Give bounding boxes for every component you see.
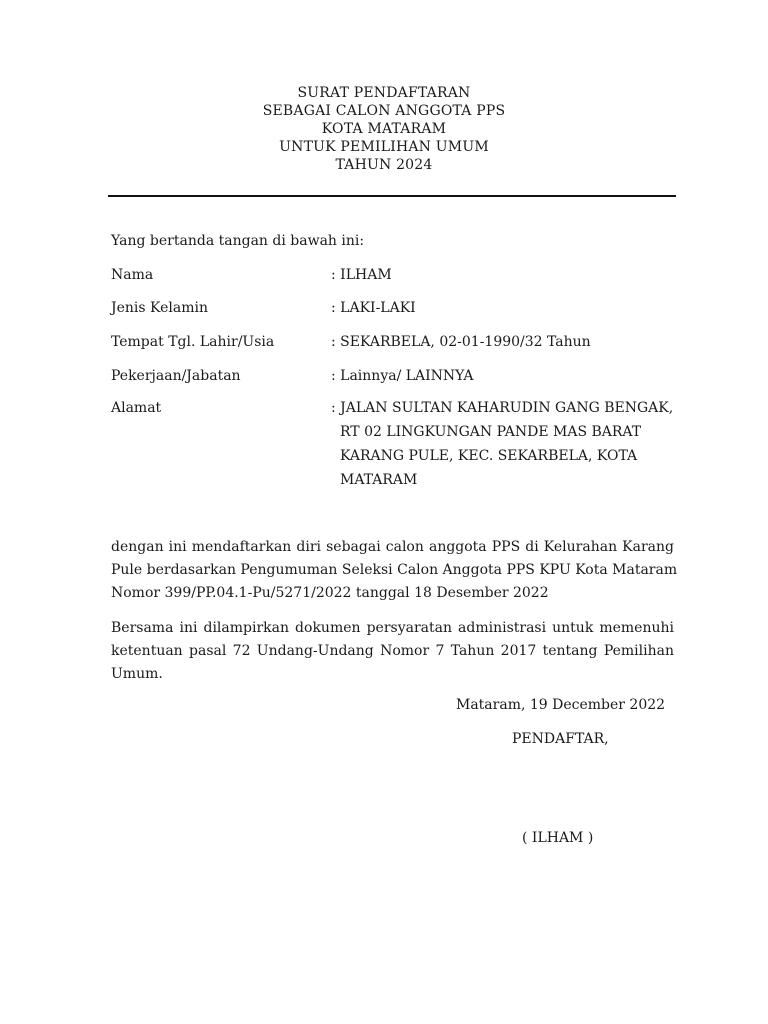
header-divider (108, 195, 676, 197)
title-line-5: TAHUN 2024 (335, 157, 433, 173)
alamat-value-line-2: RT 02 LINGKUNGAN PANDE MAS BARAT (340, 424, 642, 440)
title-line-4: UNTUK PEMILIHAN UMUM (279, 139, 489, 155)
document-title (0, 84, 768, 174)
alamat-label: Alamat (111, 400, 162, 416)
registration-paragraph-line-1: dengan ini mendaftarkan diri sebagai calon anggota PPS di Kelurahan Karang (111, 539, 674, 555)
registrant-role: PENDAFTAR, (512, 731, 609, 747)
jenis-kelamin-value: : LAKI-LAKI (331, 300, 416, 316)
title-line-3: KOTA MATARAM (321, 121, 447, 137)
signature-name: ( ILHAM ) (522, 830, 594, 846)
jenis-kelamin-label: Jenis Kelamin (111, 300, 208, 316)
nama-label: Nama (111, 267, 154, 283)
attachment-paragraph (111, 617, 674, 686)
ttl-label: Tempat Tgl. Lahir/Usia (111, 334, 275, 350)
pekerjaan-value: : Lainnya/ LAINNYA (331, 368, 474, 384)
intro-text: Yang bertanda tangan di bawah ini: (111, 233, 365, 249)
pekerjaan-label: Pekerjaan/Jabatan (111, 368, 241, 384)
attachment-paragraph-line-1: Bersama ini dilampirkan dokumen persyaratan administrasi untuk memenuhi (111, 620, 674, 636)
ttl-value: : SEKARBELA, 02-01-1990/32 Tahun (331, 334, 591, 350)
registration-paragraph (111, 536, 678, 605)
attachment-paragraph-line-3: Umum. (111, 666, 163, 682)
nama-value: : ILHAM (331, 267, 392, 283)
title-line-1: SURAT PENDAFTARAN (297, 85, 471, 101)
registration-paragraph-line-3: Nomor 399/PP.04.1-Pu/5271/2022 tanggal 18 Desember 2022 (111, 585, 549, 601)
registration-paragraph-line-2: Pule berdasarkan Pengumuman Seleksi Calon Anggota PPS KPU Kota Mataram (111, 562, 678, 578)
title-line-2: SEBAGAI CALON ANGGOTA PPS (262, 103, 506, 119)
alamat-value-line-3: KARANG PULE, KEC. SEKARBELA, KOTA (340, 448, 638, 464)
place-and-date: Mataram, 19 December 2022 (456, 697, 666, 713)
alamat-value-line-1: : JALAN SULTAN KAHARUDIN GANG BENGAK, (331, 400, 674, 416)
attachment-paragraph-line-2: ketentuan pasal 72 Undang-Undang Nomor 7 Tahun 2017 tentang Pemilihan (111, 643, 674, 659)
alamat-value-line-4: MATARAM (340, 472, 418, 488)
